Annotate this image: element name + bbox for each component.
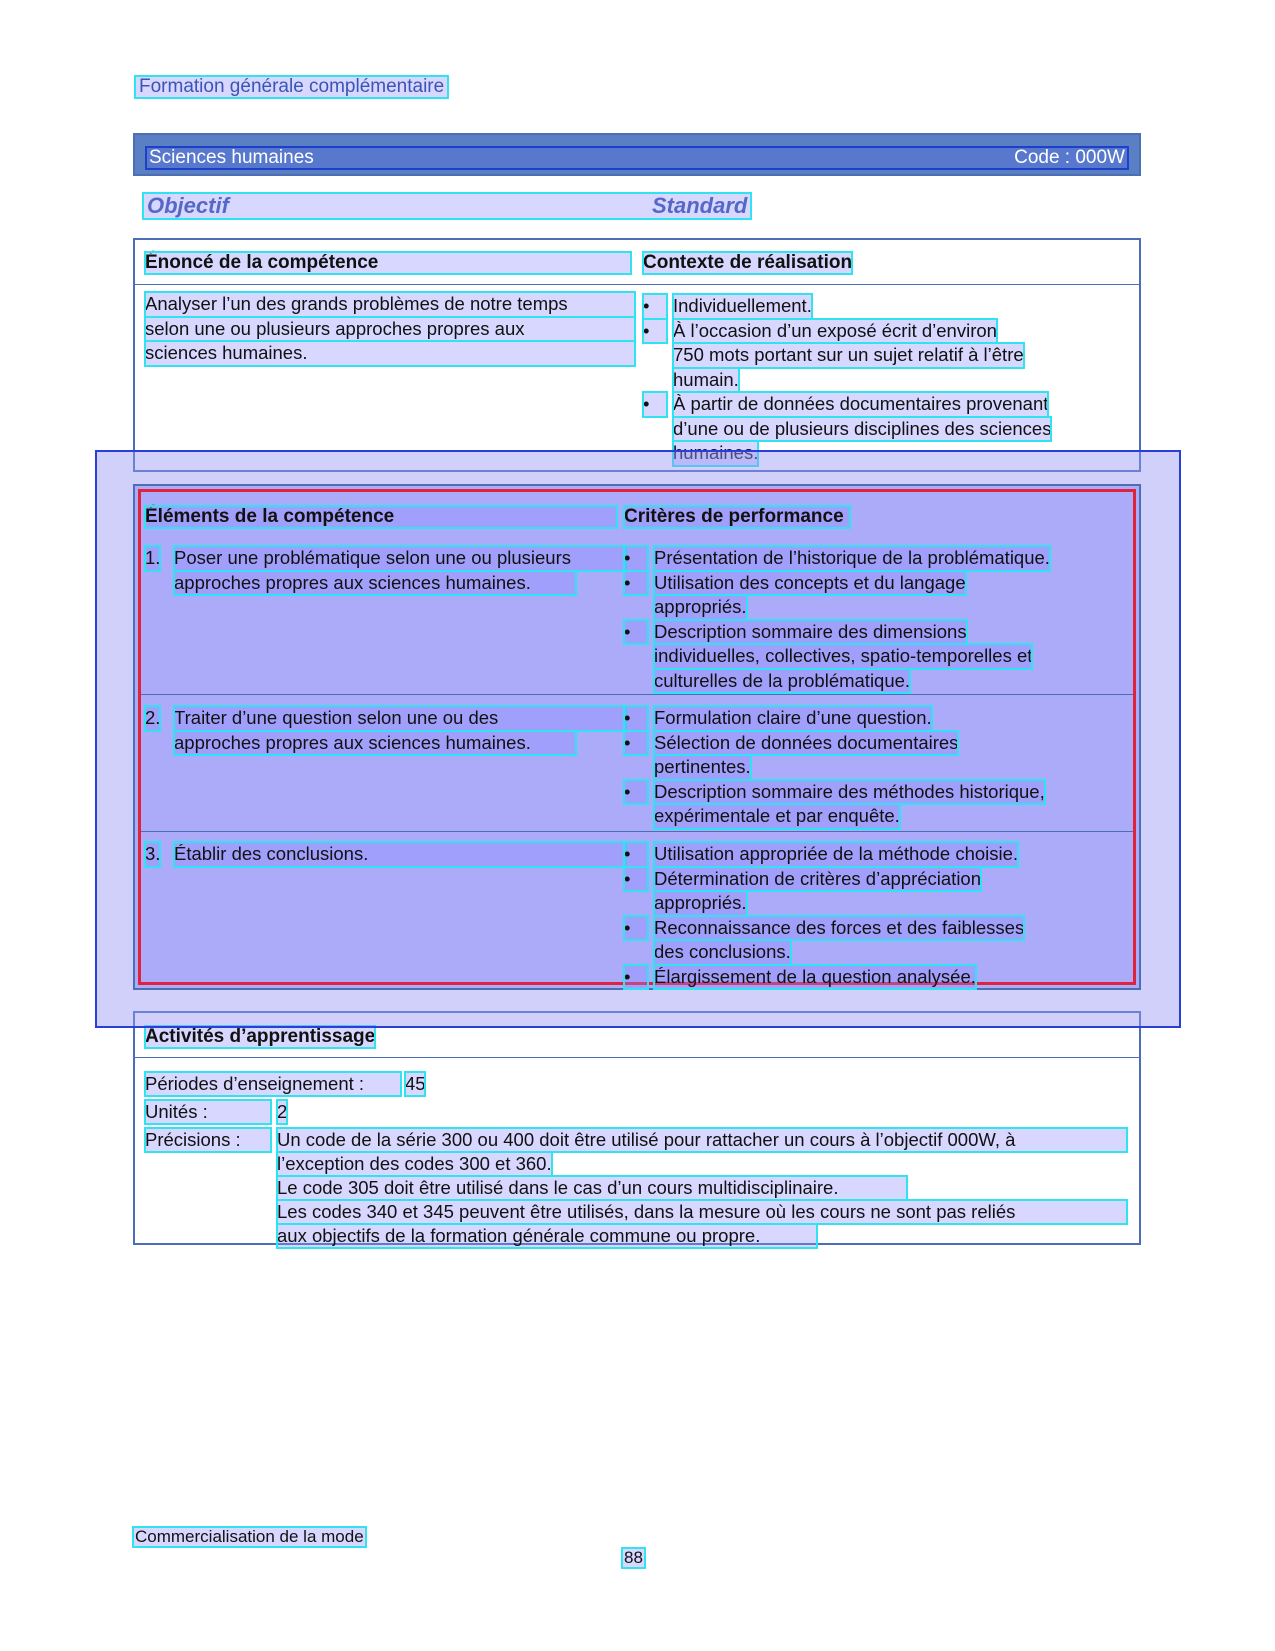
units-label: Unités : — [145, 1100, 271, 1124]
list-item — [624, 842, 1094, 867]
element-line: approches propres aux sciences humaines. — [174, 731, 576, 756]
subject-title: Sciences humaines — [149, 147, 314, 168]
list-item-line: Sélection de données documentaires — [654, 731, 958, 756]
statement-line: sciences humaines. — [145, 341, 635, 366]
list-item — [624, 571, 1094, 620]
criteria-heading: Critères de performance — [624, 506, 850, 528]
competence-box — [133, 238, 1141, 472]
competence-box-header — [135, 240, 1139, 285]
standard-heading: Standard — [652, 193, 748, 218]
list-item — [624, 867, 1094, 916]
context-list — [643, 294, 1103, 466]
footer-program: Commercialisation de la mode — [135, 1527, 364, 1546]
list-item-line: Description sommaire des dimensions — [654, 620, 967, 645]
precisions-line: aux objectifs de la formation générale commune ou propre. — [277, 1224, 817, 1248]
competence-statement-heading: Énoncé de la compétence — [145, 252, 631, 274]
element-text — [174, 546, 626, 595]
list-item-line: culturelles de la problématique. — [654, 669, 910, 694]
course-code: Code : 000W — [1014, 147, 1125, 168]
list-item-line: d’une ou de plusieurs disciplines des sciences — [673, 417, 1051, 442]
activities-heading: Activités d’apprentissage — [145, 1026, 376, 1047]
list-item-line: Utilisation des concepts et du langage — [654, 571, 966, 596]
element-text — [174, 842, 626, 867]
bullet-icon: • — [624, 731, 648, 756]
criteria-list — [624, 546, 1094, 693]
precisions-line: Le code 305 doit être utilisé dans le cas d’un cours multidisciplinaire. — [277, 1176, 907, 1200]
bullet-icon: • — [624, 842, 648, 867]
bullet-icon: • — [624, 965, 648, 990]
list-item-line: appropriés. — [654, 595, 747, 620]
precisions-text — [277, 1128, 1127, 1248]
objective-heading: Objectif — [143, 193, 751, 219]
statement-line: Analyser l’un des grands problèmes de notre temps — [145, 292, 635, 317]
activities-box — [133, 1011, 1141, 1245]
bullet-icon: • — [624, 780, 648, 805]
list-item-line: des conclusions. — [654, 940, 791, 965]
precisions-line: Un code de la série 300 ou 400 doit être utilisé pour rattacher un cours à l’objectif 000W, à — [277, 1128, 1127, 1152]
title-bar — [133, 133, 1141, 176]
bullet-icon: • — [624, 546, 648, 571]
list-item-line: 750 mots portant sur un sujet relatif à l’être — [673, 343, 1024, 368]
element-line: Poser une problématique selon une ou plusieurs — [174, 546, 626, 571]
list-item-line: expérimentale et par enquête. — [654, 804, 900, 829]
bullet-icon: • — [643, 319, 667, 344]
element-line: Établir des conclusions. — [174, 842, 626, 867]
document-header: Formation générale complémentaire — [135, 76, 448, 98]
list-item-line: appropriés. — [654, 891, 747, 916]
bullet-icon: • — [624, 706, 648, 731]
page-number: 88 — [624, 1548, 643, 1567]
precisions-line: Les codes 340 et 345 peuvent être utilisés, dans la mesure où les cours ne sont pas reliés — [277, 1200, 1127, 1224]
list-item — [624, 546, 1094, 571]
list-item-line: Reconnaissance des forces et des faiblesses — [654, 916, 1024, 941]
statement-line: selon une ou plusieurs approches propres aux — [145, 317, 635, 342]
list-item — [624, 916, 1094, 965]
element-line: approches propres aux sciences humaines. — [174, 571, 576, 596]
list-item-line: humain. — [673, 368, 739, 393]
list-item-line: individuelles, collectives, spatio-temporelles et — [654, 644, 1032, 669]
list-item-line: À partir de données documentaires provenant — [673, 392, 1048, 417]
bullet-icon: • — [643, 392, 667, 417]
list-item-line: Élargissement de la question analysée. — [654, 965, 976, 990]
elements-selection-frame — [138, 489, 1136, 985]
criteria-list — [624, 706, 1094, 829]
elements-box — [133, 484, 1141, 990]
list-item — [624, 620, 1094, 694]
list-item — [624, 780, 1094, 829]
list-item-line: Utilisation appropriée de la méthode choisie. — [654, 842, 1018, 867]
precisions-line: l’exception des codes 300 et 360. — [277, 1153, 552, 1174]
list-item — [643, 294, 1103, 319]
competence-statement — [145, 292, 635, 366]
units-value: 2 — [277, 1101, 288, 1122]
list-item-line: Formulation claire d’une question. — [654, 706, 932, 731]
list-item — [643, 319, 1103, 393]
bullet-icon: • — [624, 916, 648, 941]
element-number: 1. — [145, 546, 160, 571]
list-item-line: pertinentes. — [654, 755, 751, 780]
precisions-label: Précisions : — [145, 1128, 271, 1152]
list-item — [624, 706, 1094, 731]
list-item — [624, 965, 1094, 990]
list-item-line: À l’occasion d’un exposé écrit d’environ — [673, 319, 997, 344]
list-item — [624, 731, 1094, 780]
periods-label: Périodes d’enseignement : — [145, 1072, 401, 1096]
periods-value: 45 — [405, 1073, 426, 1094]
element-line: Traiter d’une question selon une ou des — [174, 706, 626, 731]
bullet-icon: • — [624, 620, 648, 645]
list-item-line: Description sommaire des méthodes historique, — [654, 780, 1045, 805]
bullet-icon: • — [624, 867, 648, 892]
title-bar-inner — [145, 146, 1129, 170]
row-divider — [141, 831, 1133, 832]
element-text — [174, 706, 626, 755]
bullet-icon: • — [643, 294, 667, 319]
element-number: 2. — [145, 706, 160, 731]
bullet-icon: • — [624, 571, 648, 596]
list-item-line: Individuellement. — [673, 294, 812, 319]
element-number: 3. — [145, 842, 160, 867]
elements-heading: Éléments de la compétence — [145, 506, 617, 528]
list-item-line: Détermination de critères d’appréciation — [654, 867, 981, 892]
context-heading: Contexte de réalisation — [643, 252, 853, 273]
criteria-list — [624, 842, 1094, 989]
list-item-line: Présentation de l’historique de la problématique. — [654, 546, 1050, 571]
list-item-line: humaines. — [673, 441, 758, 466]
row-divider — [141, 694, 1133, 695]
